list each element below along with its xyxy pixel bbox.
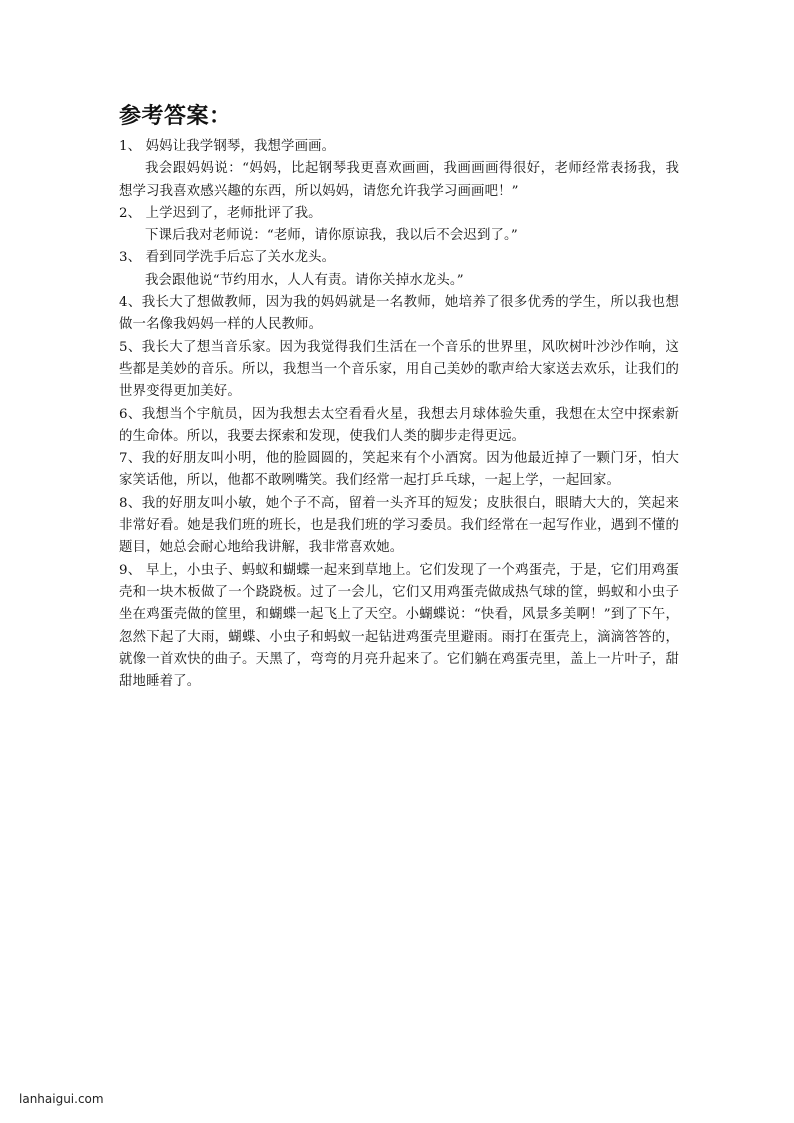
document-title: 参考答案： <box>119 104 232 129</box>
answer-3-response: 我会跟他说“节约用水，人人有责。请你关掉水龙头。” <box>145 272 464 288</box>
answer-4: 4、我长大了想做教师，因为我的妈妈就是一名教师，她培养了很多优秀的学生，所以我也想做一名像我妈妈一样的人民教师。 <box>119 295 679 333</box>
answer-2-question: 2、 上学迟到了，老师批评了我。 <box>119 205 322 221</box>
answer-6: 6、我想当个宇航员，因为我想去太空看看火星，我想去月球体验失重，我想在太空中探索新的生命体。所以，我要去探索和发现，使我们人类的脚步走得更远。 <box>119 406 679 444</box>
answer-8: 8、我的好朋友叫小敏，她个子不高，留着一头齐耳的短发；皮肤很白，眼睛大大的，笑起来非常好看。她是我们班的班长，也是我们班的学习委员。我们经常在一起写作业，遇到不懂的题目，她总会耐心地给我讲解，我非常喜欢她。 <box>119 495 679 556</box>
answer-1-question: 1、 妈妈让我学钢琴，我想学画画。 <box>119 139 336 154</box>
answer-1-response: 我会跟妈妈说：“妈妈，比起钢琴我更喜欢画画，我画画画得很好，老师经常表扬我，我想学习我喜欢感兴趣的东西，所以妈妈，请您允许我学习画画吧！” <box>119 161 679 199</box>
answer-section <box>119 102 679 693</box>
answer-9: 9、 早上，小虫子、蚂蚁和蝴蝶一起来到草地上。它们发现了一个鸡蛋壳，于是，它们用鸡蛋壳和一块木板做了一个跷跷板。过了一会儿，它们又用鸡蛋壳做成热气球的筐，蚂蚁和小虫子坐在鸡蛋壳做的筐里，和蝴蝶一起飞上了天空。小蝴蝶说：“快看，风景多美啊！”到了下午，忽然下起了大雨，蝴蝶、小虫子和蚂蚁一起钻进鸡蛋壳里避雨。雨打在蛋壳上，滴滴答答的，就像一首欢快的曲子。天黑了，弯弯的月亮升起来了。它们躺在鸡蛋壳里，盖上一片叶子，甜甜地睡着了。 <box>119 562 679 690</box>
answer-2-response: 下课后我对老师说：“老师，请你原谅我，我以后不会迟到了。” <box>145 228 518 244</box>
answer-5: 5、我长大了想当音乐家。因为我觉得我们生活在一个音乐的世界里，风吹树叶沙沙作响，这些都是美妙的音乐。所以，我想当一个音乐家，用自己美妙的歌声给大家送去欢乐，让我们的世界变得更加美好。 <box>119 339 679 400</box>
answer-3-question: 3、 看到同学洗手后忘了关水龙头。 <box>119 250 336 266</box>
footer-watermark: lanhaigui.com <box>19 1092 104 1106</box>
answer-7: 7、我的好朋友叫小明，他的脸圆圆的，笑起来有个小酒窝。因为他最近掉了一颗门牙，怕大家笑话他，所以，他都不敢咧嘴笑。我们经常一起打乒乓球，一起上学，一起回家。 <box>119 451 679 489</box>
